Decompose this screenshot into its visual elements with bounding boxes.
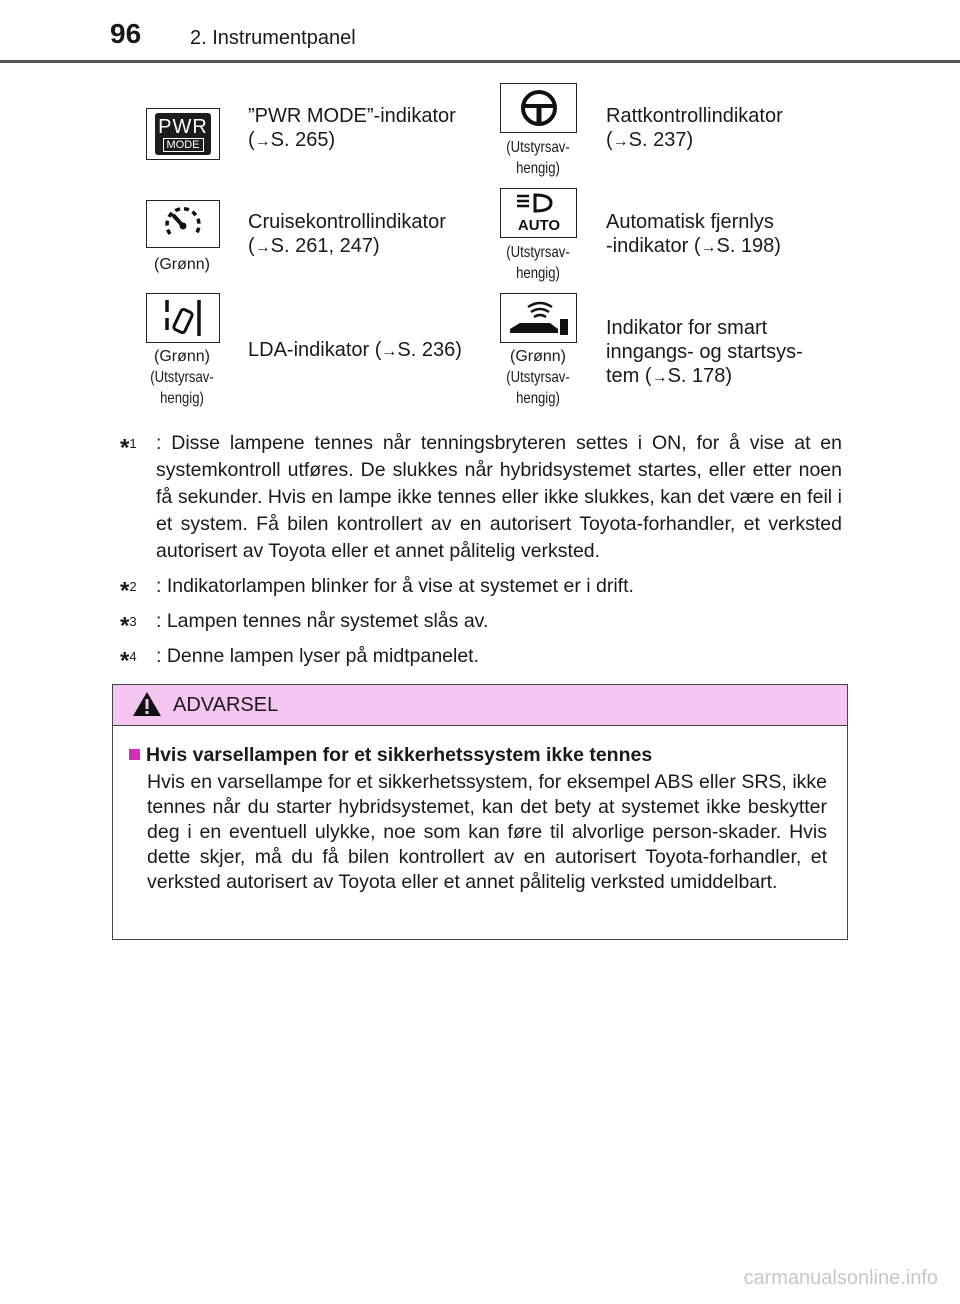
smart-entry-icon	[500, 293, 577, 343]
footnote-2: *$^2$ : Indikatorlampen blinker for å vise at systemet er i drift.	[120, 575, 634, 605]
watermark: carmanualsonline.info	[743, 1267, 938, 1289]
lane-departure-icon	[146, 293, 220, 343]
warning-subhead: Hvis varsellampen for et sikkerhetssystem ikke tennes	[129, 742, 827, 768]
footnote-4: *$^4$ : Denne lampen lyser på midtpanelet.	[120, 645, 480, 675]
pwr-mode-desc: ”PWR MODE”-indikator (→S. 265)	[248, 105, 456, 151]
footnote-3: *$^3$ : Lampen tennes når systemet slås av.	[120, 610, 489, 640]
auto-high-beam-icon	[500, 188, 577, 238]
footnotes	[120, 430, 842, 678]
warning-triangle-icon	[131, 690, 163, 718]
steering-wheel-icon	[500, 83, 577, 133]
lda-desc: LDA-indikator (→S. 236)	[248, 339, 462, 361]
page-number: 96	[110, 18, 142, 49]
lda-caption: (Grønn) (Utstyrsav- hengig)	[150, 348, 214, 407]
auto-high-beam-desc: Automatisk fjernlys -indikator (→S. 198)	[606, 211, 781, 257]
header-divider	[0, 60, 960, 63]
warning-box	[112, 684, 848, 940]
auto-icon-text: AUTO	[517, 217, 560, 234]
warning-header	[113, 685, 847, 726]
warning-body: Hvis en varsellampe for et sikkerhetssystem, for eksempel ABS eller SRS, ikke tennes når du starter hybridsystemet, kan det bety at systemet ikke beskytter deg i en eventuell ulykke, noe som kan føre til alvorlige person-skader. Hvis dette skjer, må du få bilen kontrollert av en autorisert Toyota-forhandler, et verksted autorisert av Toyota eller et annet pålitelig verksted umiddelbart.	[147, 771, 827, 893]
bullet-square-icon	[129, 749, 140, 760]
steering-desc: Rattkontrollindikator (→S. 237)	[606, 105, 783, 151]
page-header	[0, 0, 960, 66]
auto-high-beam-caption: (Utstyrsav- hengig)	[506, 244, 570, 282]
cruise-control-icon	[146, 200, 220, 248]
cruise-caption: (Grønn)	[154, 256, 210, 273]
pwr-mode-icon: PWR MODE	[146, 108, 220, 160]
smart-entry-desc: Indikator for smart inngangs- og startsys- tem (→S. 178)	[606, 317, 803, 387]
cruise-desc: Cruisekontrollindikator (→S. 261, 247)	[248, 211, 446, 257]
footnote-1: *$^1$ : Disse lampene tennes når tenningsbryteren settes i ON, for å vise at en systemkontroll utføres. De slukkes når hybridsystemet startes, eller etter noen få sekunder. Hvis en lampe ikke tennes eller ikke slukkes, kan det være en feil i et system. Få bilen kontrollert av en autorisert Toyota-forhandler, et verksted autorisert av Toyota eller et annet pålitelig verksted.	[120, 432, 842, 562]
steering-caption: (Utstyrsav- hengig)	[506, 139, 570, 177]
section-title: 2. Instrumentpanel	[190, 27, 356, 49]
smart-entry-caption: (Grønn) (Utstyrsav- hengig)	[506, 348, 570, 407]
warning-title: ADVARSEL	[173, 694, 279, 716]
